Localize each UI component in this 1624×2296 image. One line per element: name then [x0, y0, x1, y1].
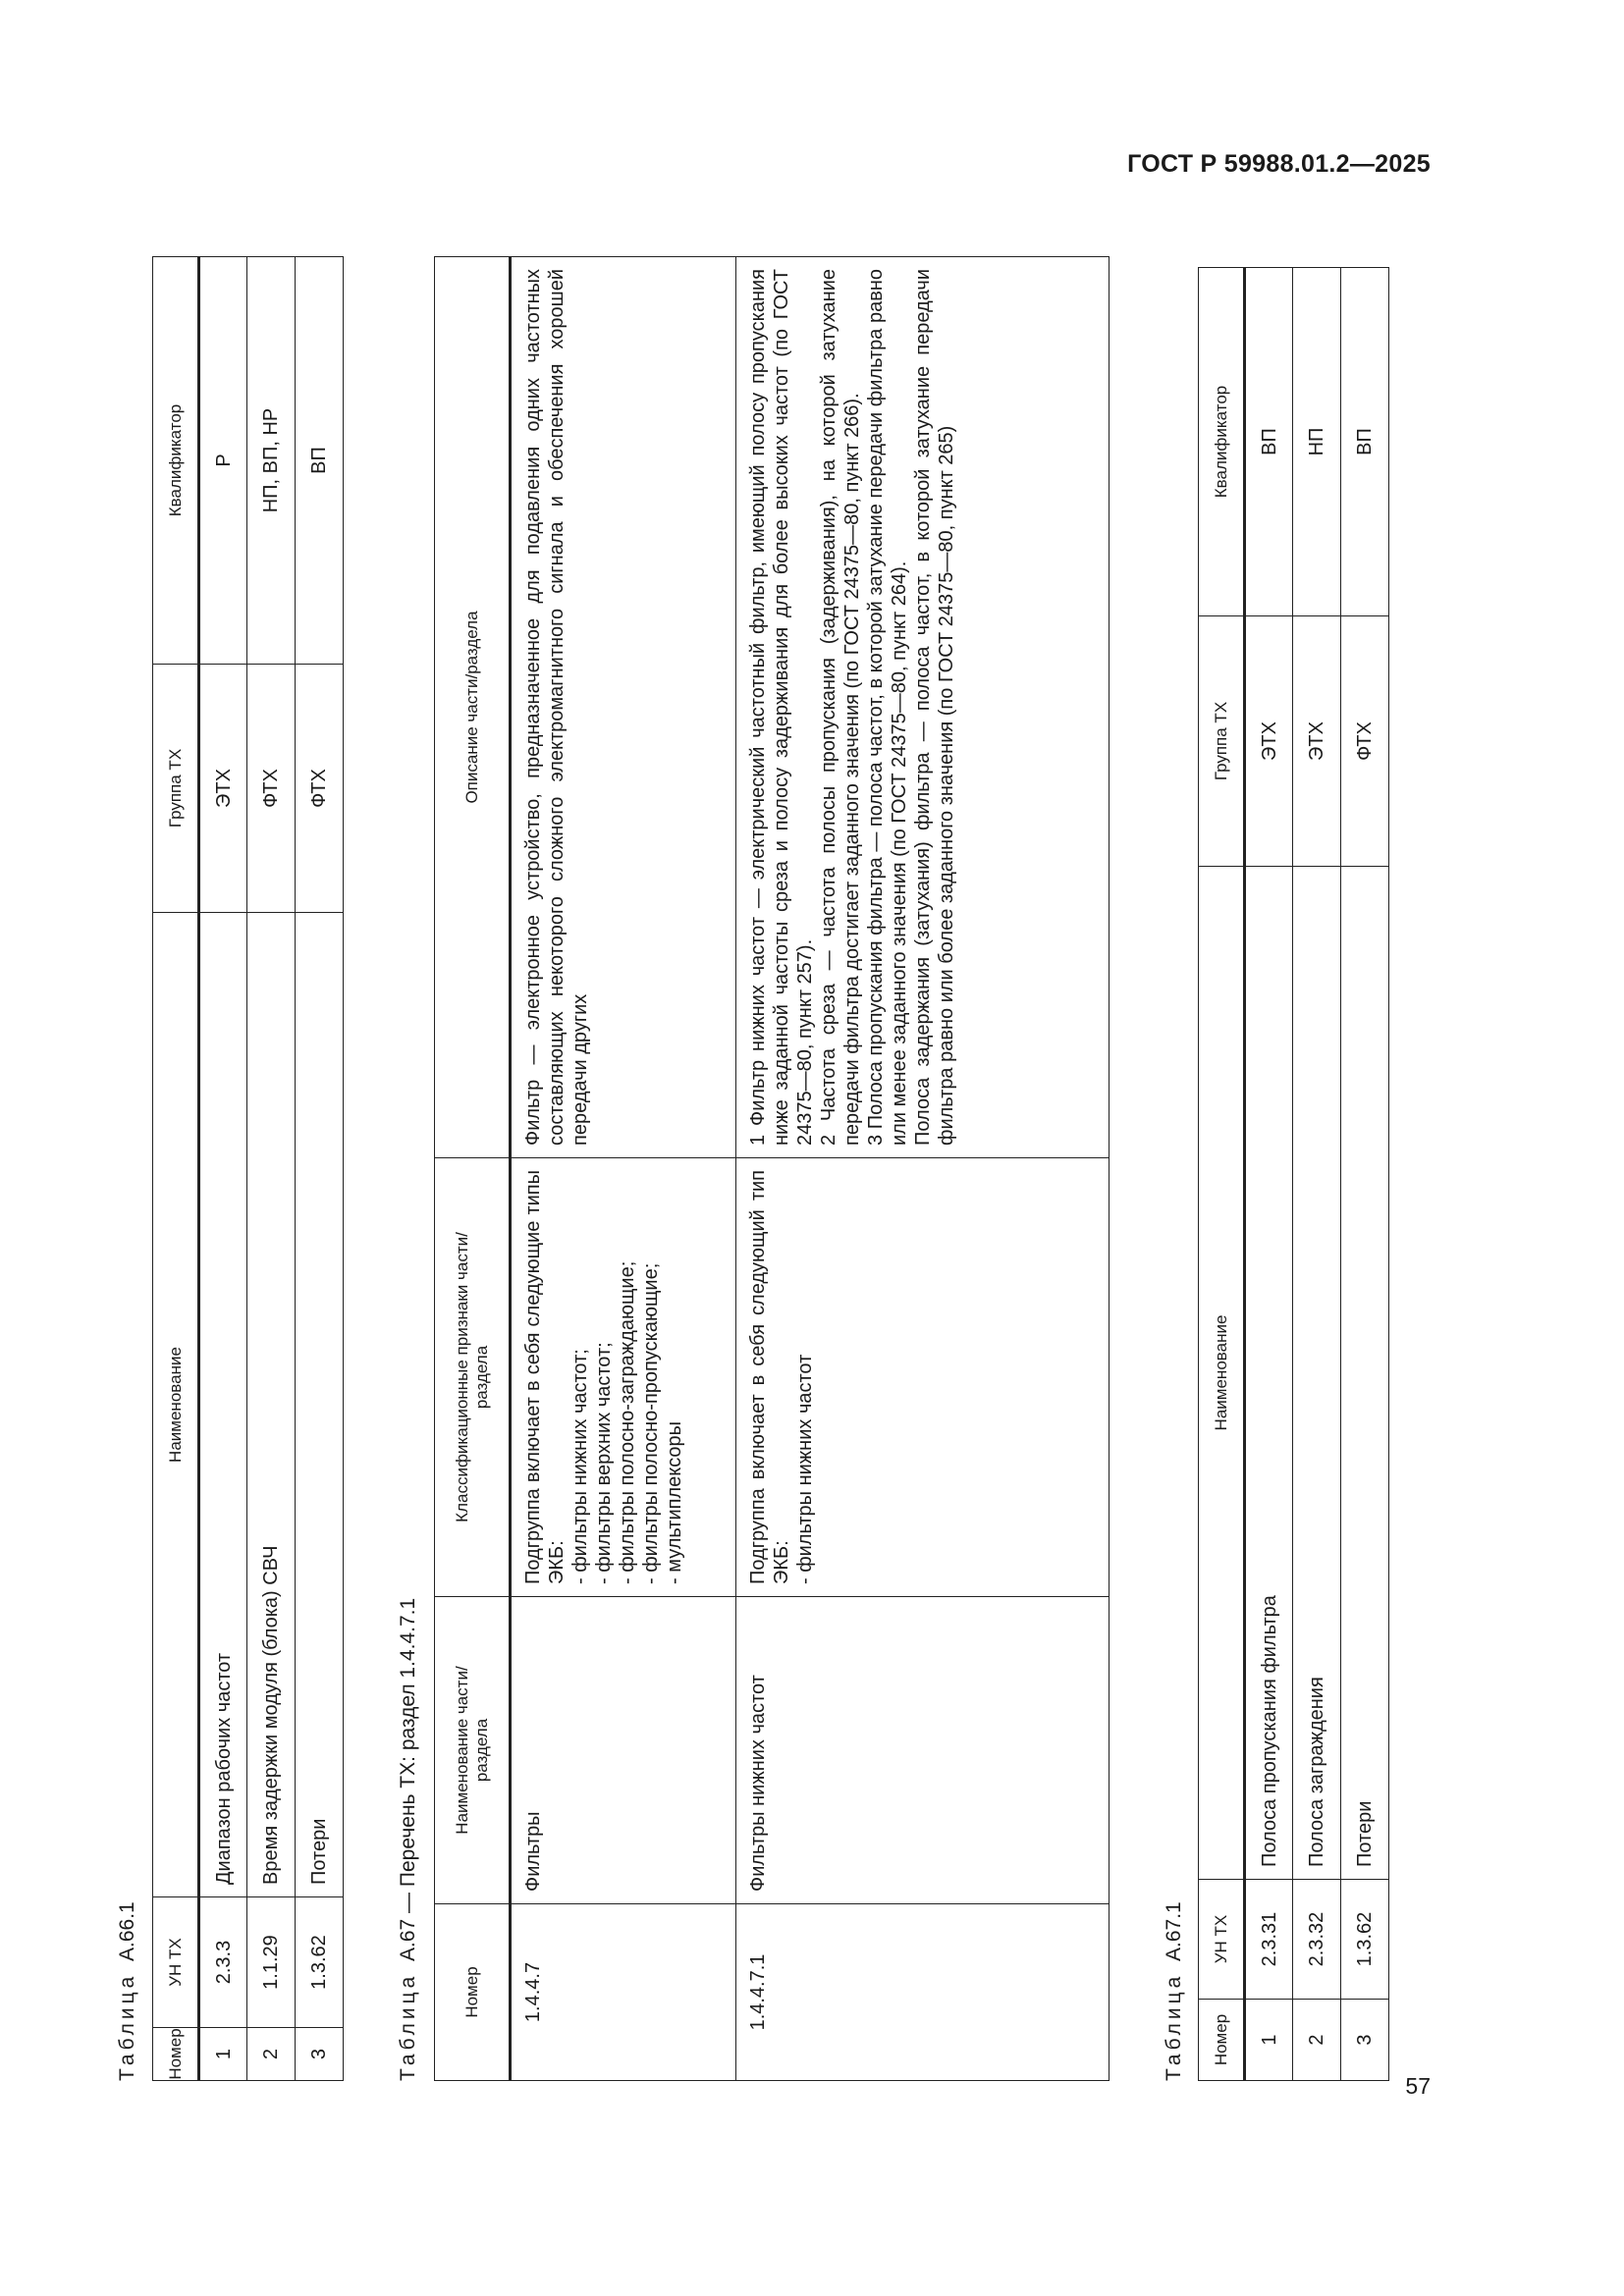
feature-line: - фильтры нижних частот; [569, 1349, 591, 1584]
cell-number: 3 [296, 2028, 344, 2081]
col-qualifier: Квалификатор [153, 257, 199, 665]
cell-un-tx: 2.3.32 [1293, 1880, 1341, 2000]
rotated-content [110, 216, 1416, 2081]
table-row [1341, 268, 1389, 2081]
table-a67-1 [1198, 267, 1389, 2081]
description-paragraph: Полоса задержания (затухания) фильтра — полоса частот, в которой затухание передачи фильтра равно или более заданного значения (по ГОСТ 24375—80, пункт 265) [912, 269, 957, 1146]
cell-number: 2 [1293, 2000, 1341, 2081]
cell-name: Потери [296, 913, 344, 1897]
feature-line: - фильтры верхних частот; [593, 1342, 615, 1584]
cell-qualifier: Р [199, 257, 247, 665]
table-row [1245, 268, 1293, 2081]
cell-un-tx: 1.3.62 [1341, 1880, 1389, 2000]
table-row [511, 257, 736, 2081]
cell-name: Потери [1341, 867, 1389, 1880]
table-header-row [1199, 268, 1245, 2081]
table-row [247, 257, 296, 2081]
cell-un-tx: 1.1.29 [247, 1897, 296, 2028]
cell-part-name: Фильтры [511, 1597, 736, 1904]
cell-name: Время задержки модуля (блока) СВЧ [247, 913, 296, 1897]
cell-un-tx: 2.3.31 [1245, 1880, 1293, 2000]
cell-part-features [736, 1158, 1110, 1597]
col-name: Наименование [153, 913, 199, 1897]
page-number: 57 [1405, 2073, 1431, 2099]
cell-number: 1 [199, 2028, 247, 2081]
cell-part-features [511, 1158, 736, 1597]
col-number: Номер [435, 1904, 511, 2081]
table-header-row [153, 257, 199, 2081]
cell-number: 2 [247, 2028, 296, 2081]
col-number: Номер [153, 2028, 199, 2081]
col-un-tx: УН ТХ [1199, 1880, 1245, 2000]
description-paragraph: 3 Полоса пропускания фильтра — полоса частот, в которой затухание передачи фильтра равно или менее заданного значения (по ГОСТ 24375—80, пункт 264). [865, 269, 910, 1146]
feature-line: Подгруппа включает в себя следующие типы ЭКБ: [522, 1170, 568, 1584]
col-group: Группа ТХ [153, 665, 199, 913]
col-group: Группа ТХ [1199, 616, 1245, 867]
table-row [1293, 268, 1341, 2081]
col-part-description: Описание части/раздела [435, 257, 511, 1158]
cell-group: ЭТХ [1293, 616, 1341, 867]
cell-group: ФТХ [1341, 616, 1389, 867]
cell-number: 1 [1245, 2000, 1293, 2081]
description-paragraph: 2 Частота среза — частота полосы пропускания (задерживания), на которой затухание передачи фильтра достигает заданного значения (по ГОСТ 24375—80, пункт 266). [818, 269, 863, 1146]
description-paragraph: 1 Фильтр нижних частот — электрический частотный фильтр, имеющий полосу пропускания ниже заданной частоты среза и полосу задерживания для более высоких частот (по ГОСТ 24375—80, пункт 257). [747, 269, 816, 1146]
cell-un-tx: 1.3.62 [296, 1897, 344, 2028]
col-part-features: Классификационные признаки части/раздела [435, 1158, 511, 1597]
col-number: Номер [1199, 2000, 1245, 2081]
cell-name: Полоса пропускания фильтра [1245, 867, 1293, 1880]
cell-number: 3 [1341, 2000, 1389, 2081]
cell-name: Диапазон рабочих частот [199, 913, 247, 1897]
feature-line: - мультиплексоры [664, 1420, 685, 1584]
cell-part-name: Фильтры нижних частот [736, 1597, 1110, 1904]
cell-number: 1.4.4.7 [511, 1904, 736, 2081]
cell-qualifier: ВП [1245, 268, 1293, 616]
cell-group: ФТХ [296, 665, 344, 913]
table-a67 [434, 256, 1110, 2081]
cell-qualifier: ВП [296, 257, 344, 665]
feature-line: Подгруппа включает в себя следующий тип ЭКБ: [747, 1170, 792, 1584]
description-paragraph: Фильтр — электронное устройство, предназначенное для подавления одних частотных составляющих некоторого сложного электромагнитного сигнала и обеспечения хорошей передачи других [522, 269, 591, 1146]
cell-un-tx: 2.3.3 [199, 1897, 247, 2028]
table-header-row [435, 257, 511, 2081]
cell-group: ФТХ [247, 665, 296, 913]
table-a67-1-caption: Таблица А.67.1 [1163, 1901, 1185, 2081]
table-row [296, 257, 344, 2081]
cell-number: 1.4.4.7.1 [736, 1904, 1110, 2081]
cell-qualifier: НП, ВП, НР [247, 257, 296, 665]
cell-name: Полоса заграждения [1293, 867, 1341, 1880]
col-part-name: Наименование части/раздела [435, 1597, 511, 1904]
table-a66-1 [152, 256, 344, 2081]
col-un-tx: УН ТХ [153, 1897, 199, 2028]
cell-group: ЭТХ [1245, 616, 1293, 867]
document-id: ГОСТ Р 59988.01.2—2025 [1127, 150, 1431, 178]
col-name: Наименование [1199, 867, 1245, 1880]
cell-qualifier: НП [1293, 268, 1341, 616]
cell-group: ЭТХ [199, 665, 247, 913]
col-qualifier: Квалификатор [1199, 268, 1245, 616]
feature-line: - фильтры полосно-пропускающие; [640, 1262, 662, 1584]
feature-line: - фильтры нижних частот [794, 1354, 816, 1584]
feature-line: - фильтры полосно-заграждающие; [617, 1260, 638, 1584]
cell-part-description [511, 257, 736, 1158]
table-a67-caption: Таблица А.67 — Перечень ТХ: раздел 1.4.4.7.1 [397, 1597, 419, 2081]
table-row [736, 257, 1110, 2081]
cell-part-description [736, 257, 1110, 1158]
cell-qualifier: ВП [1341, 268, 1389, 616]
table-row [199, 257, 247, 2081]
table-a66-1-caption: Таблица А.66.1 [116, 1901, 138, 2081]
